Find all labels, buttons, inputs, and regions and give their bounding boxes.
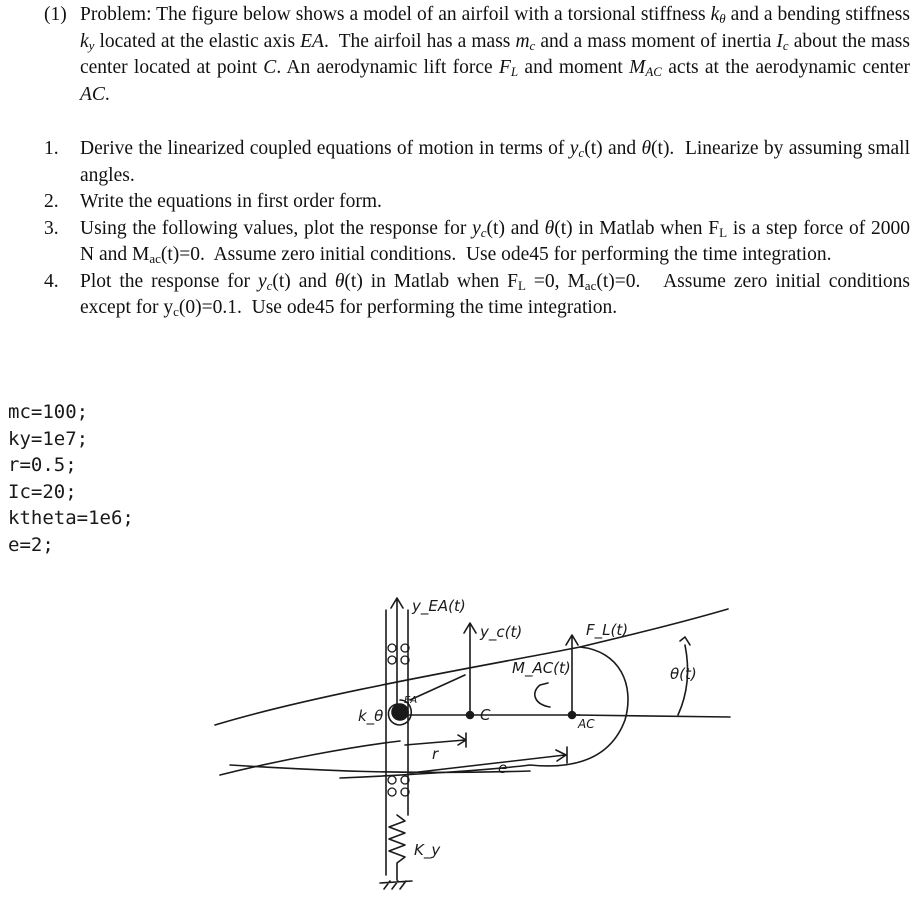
task-item: 3. Using the following values, plot the response for $y_c(t)$ and θ(t) in Matlab when $F_L$ is a step force of 2000 N and $M_{ac}(t)=0$. Assume zero initial conditions. Use ode45 for performing the time integration. [44,217,910,266]
bending-spring [389,815,405,880]
task-list [44,136,910,322]
label-r: r [432,745,439,763]
label-yea: y_EA(t) [412,597,466,615]
label-mac: M_AC(t) [512,659,571,677]
mac-arc [535,683,550,707]
label-fl: F_L(t) [586,621,629,639]
task-item: 4. Plot the response for $y_c(t)$ and θ(t) in Matlab when $F_L =0$, $M_{ac}(t)=0$. Assume zero initial conditions except for $y_c(0)=0.1$. Use ode45 for performing the time integration. [44,270,910,319]
label-yc: y_c(t) [480,623,523,641]
code-line: ky=1e7; [8,427,89,450]
label-ea: EA [404,695,418,706]
label-ac: AC [578,717,595,731]
theta-reference-line [575,715,730,717]
airfoil-sketch [200,575,740,900]
ground-hatch [380,881,412,889]
code-line: mc=100; [8,401,89,423]
label-ktheta: k_θ [358,707,384,725]
bar-ea-c [410,675,465,700]
code-line: e=2; [8,533,54,556]
task-item: 1. Derive the linearized coupled equations of motion in terms of $y_c(t)$ and θ(t). Linearize by assuming small angles. [44,138,911,186]
label-ky: K_y [414,841,441,859]
matlab-parameters [8,399,134,559]
elastic-axis-point [392,704,408,720]
task-item: 2. Write the equations in first order form. [44,191,382,212]
label-theta: θ(t) [670,665,697,683]
chord-line-lower [230,765,530,772]
code-line: Ic=20; [8,480,77,503]
theta-arrowhead [680,637,690,645]
problem-number: (1) [44,4,67,25]
problem-text: Problem: The figure below shows a model of an airfoil with a torsional stiffness $k_\theta$ and a bending stiffness $k_y$ located at the elastic axis EA. The airfoil has a mass $m_c$ and a mass moment of inertia $I_c$ about the mass center located at point C. An aerodynamic lift force $F_L$ and moment $M_{AC}$ acts at the aerodynamic center AC. [80,4,910,105]
code-line: ktheta=1e6; [8,507,134,530]
problem-statement [44,2,910,108]
bearing-top [388,644,409,664]
bearing-bottom [388,776,409,796]
label-e: e [498,759,508,777]
label-c: C [480,706,491,724]
code-line: r=0.5; [8,454,77,477]
